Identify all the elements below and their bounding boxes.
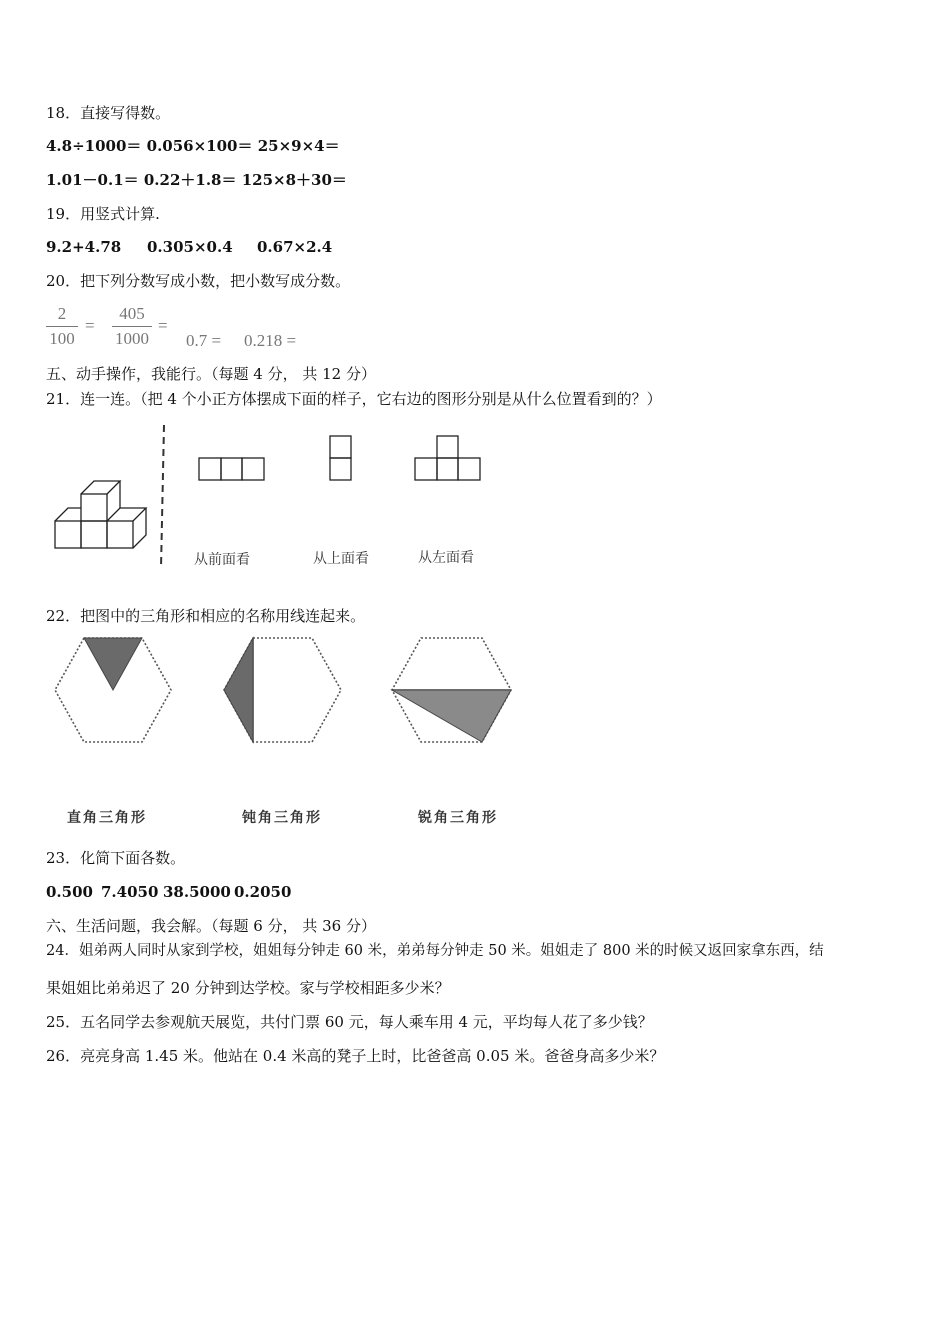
decimal-0-7: 0.7 = bbox=[186, 331, 222, 350]
top-view-figure bbox=[330, 436, 351, 480]
caption-acute-triangle: 锐角三角形 bbox=[418, 810, 498, 826]
fraction-1-equals: = bbox=[85, 316, 95, 335]
q23-item-4: 0.2050 bbox=[234, 883, 292, 901]
fraction-numerator: 2 bbox=[46, 304, 78, 327]
q24-line-1: 24．姐弟两人同时从家到学校，姐姐每分钟走 60 米，弟弟每分钟走 50 米。姐姐走了 800 米的时候又返回家拿东西，结 bbox=[46, 943, 824, 959]
q23-title: 23．化简下面各数。 bbox=[46, 849, 186, 867]
fraction-denominator: 1000 bbox=[115, 329, 149, 348]
section-5-heading: 五、动手操作，我能行。（每题 4 分， 共 12 分） bbox=[46, 365, 376, 383]
caption-left-view: 从左面看 bbox=[418, 550, 474, 566]
q18-row2: 1.01－0.1＝ 0.22＋1.8＝ 125×8＋30＝ bbox=[46, 171, 347, 189]
q23-item-3: 38.5000 bbox=[163, 883, 231, 901]
q24-line-2: 果姐姐比弟弟迟了 20 分钟到达学校。家与学校相距多少米？ bbox=[46, 979, 450, 997]
left-view-figure bbox=[415, 436, 480, 480]
q23-item-1: 0.500 bbox=[46, 883, 93, 901]
q20-title: 20．把下列分数写成小数，把小数写成分数。 bbox=[46, 272, 351, 290]
divider-line bbox=[161, 425, 164, 568]
q23-item-2: 7.4050 bbox=[101, 883, 159, 901]
hexagon-2-figure bbox=[224, 638, 341, 742]
q22-title: 22．把图中的三角形和相应的名称用线连起来。 bbox=[46, 607, 366, 625]
fraction-numerator: 405 bbox=[112, 304, 152, 327]
decimal-0-218: 0.218 = bbox=[244, 331, 297, 350]
hexagon-1-figure bbox=[55, 638, 171, 742]
q26-text: 26．亮亮身高 1.45 米。他站在 0.4 米高的凳子上时，比爸爸高 0.05 米。爸爸身高多少米？ bbox=[46, 1047, 665, 1065]
fraction-denominator: 100 bbox=[49, 329, 75, 348]
q19-item-1: 9.2+4.78 bbox=[46, 238, 122, 256]
hexagon-3-figure bbox=[392, 638, 511, 742]
q19-item-3: 0.67×2.4 bbox=[257, 238, 333, 256]
section-6-heading: 六、生活问题，我会解。（每题 6 分， 共 36 分） bbox=[46, 917, 376, 935]
caption-top-view: 从上面看 bbox=[313, 551, 369, 567]
q18-title: 18．直接写得数。 bbox=[46, 104, 171, 122]
q18-row1: 4.8÷1000＝ 0.056×100＝ 25×9×4＝ bbox=[46, 137, 340, 155]
caption-right-triangle: 直角三角形 bbox=[67, 810, 147, 826]
q21-title: 21．连一连。（把 4 个小正方体摆成下面的样子，它右边的图形分别是从什么位置看到的？） bbox=[46, 390, 662, 408]
fraction-2-equals: = bbox=[158, 316, 168, 335]
q19-item-2: 0.305×0.4 bbox=[147, 238, 233, 256]
cube-stack-figure bbox=[55, 481, 146, 548]
q25-text: 25．五名同学去参观航天展览，共付门票 60 元，每人乘车用 4 元，平均每人花了多少钱？ bbox=[46, 1013, 653, 1031]
front-view-figure bbox=[199, 458, 264, 480]
caption-front-view: 从前面看 bbox=[194, 552, 250, 568]
q19-title: 19．用竖式计算. bbox=[46, 205, 160, 223]
caption-obtuse-triangle: 钝角三角形 bbox=[242, 810, 322, 826]
